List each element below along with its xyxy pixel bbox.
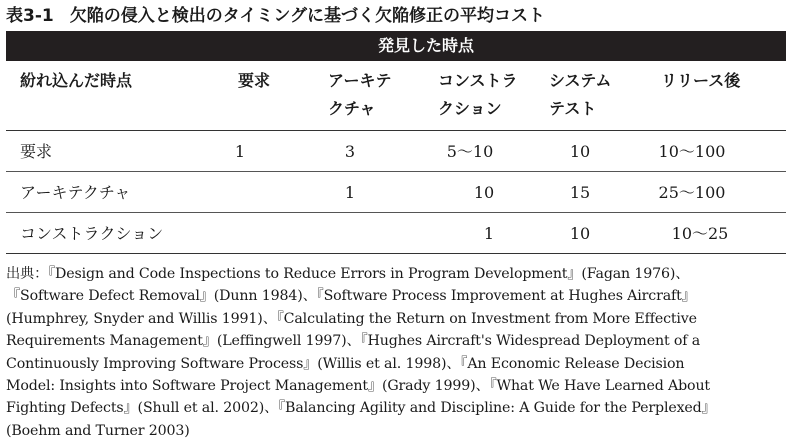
row-header: 紛れ込んだ時点	[20, 71, 133, 90]
source-citations	[6, 263, 790, 442]
cell: 10	[569, 142, 591, 161]
col-header-line: 要求	[238, 71, 271, 90]
group-header: 発見した時点	[6, 31, 786, 61]
source-line: 『Software Defect Removal』(Dunn 1984)、『Software Process Improvement at Hughes Aircraft』	[6, 288, 696, 305]
source-line: 出典：『Design and Code Inspections to Reduce Errors in Program Development』(Fagan 1976)、	[6, 266, 690, 282]
table-title: 欠陥の侵入と検出のタイミングに基づく欠陥修正の平均コスト	[69, 6, 546, 26]
cell: 3	[344, 142, 356, 161]
table-caption	[6, 4, 545, 28]
col-header-line: リリース後	[661, 71, 741, 90]
header-row	[6, 61, 786, 131]
table-row	[6, 131, 786, 172]
source-line: (Boehm and Turner 2003)	[6, 422, 190, 439]
source-line: Continuously Improving Software Process』(Willis et al. 1998)、『An Economic Release Decision	[6, 355, 685, 372]
cell: 1	[234, 142, 246, 161]
col-header-line: アーキテ	[328, 71, 392, 90]
cell: 10～100	[658, 142, 726, 161]
col-header-construction	[438, 67, 518, 123]
cell: 5～10	[446, 142, 494, 161]
col-header-system-test	[549, 67, 611, 123]
cell: 15	[569, 183, 591, 202]
col-header-post-release	[661, 67, 740, 95]
col-header-line: システム	[549, 71, 612, 90]
table-number: 表3-1	[6, 6, 54, 26]
source-line: (Humphrey, Snyder and Willis 1991)、『Calculating the Return on Investment from More Effective	[6, 310, 697, 327]
table-row	[6, 172, 786, 213]
col-header-architecture	[328, 67, 392, 123]
table-row	[6, 213, 786, 254]
col-header-line: テスト	[549, 99, 597, 118]
source-line: Requirements Management』(Leffingwell 1997)、『Hughes Aircraft's Widespread Deployment of a	[6, 333, 701, 350]
source-line: Model: Insights into Software Project Management』(Grady 1999)、『What We Have Learned About	[6, 378, 710, 395]
cell: 25～100	[658, 183, 726, 202]
col-header-line: クチャ	[328, 99, 376, 118]
cost-table	[6, 31, 786, 254]
cell: 10	[569, 224, 591, 243]
cell: 1	[483, 224, 495, 243]
col-header-line: クション	[438, 99, 502, 118]
row-label: アーキテクチャ	[20, 183, 131, 202]
col-header-line: コンストラ	[438, 71, 518, 90]
col-header-requirements	[238, 67, 270, 95]
row-label: 要求	[20, 142, 53, 161]
cell: 10～25	[671, 224, 729, 243]
cell: 10	[473, 183, 495, 202]
source-line: Fighting Defects』(Shull et al. 2002)、『Balancing Agility and Discipline: A Guide for the Perplexed』	[6, 400, 716, 417]
row-label: コンストラクション	[20, 224, 164, 243]
cell: 1	[344, 183, 356, 202]
